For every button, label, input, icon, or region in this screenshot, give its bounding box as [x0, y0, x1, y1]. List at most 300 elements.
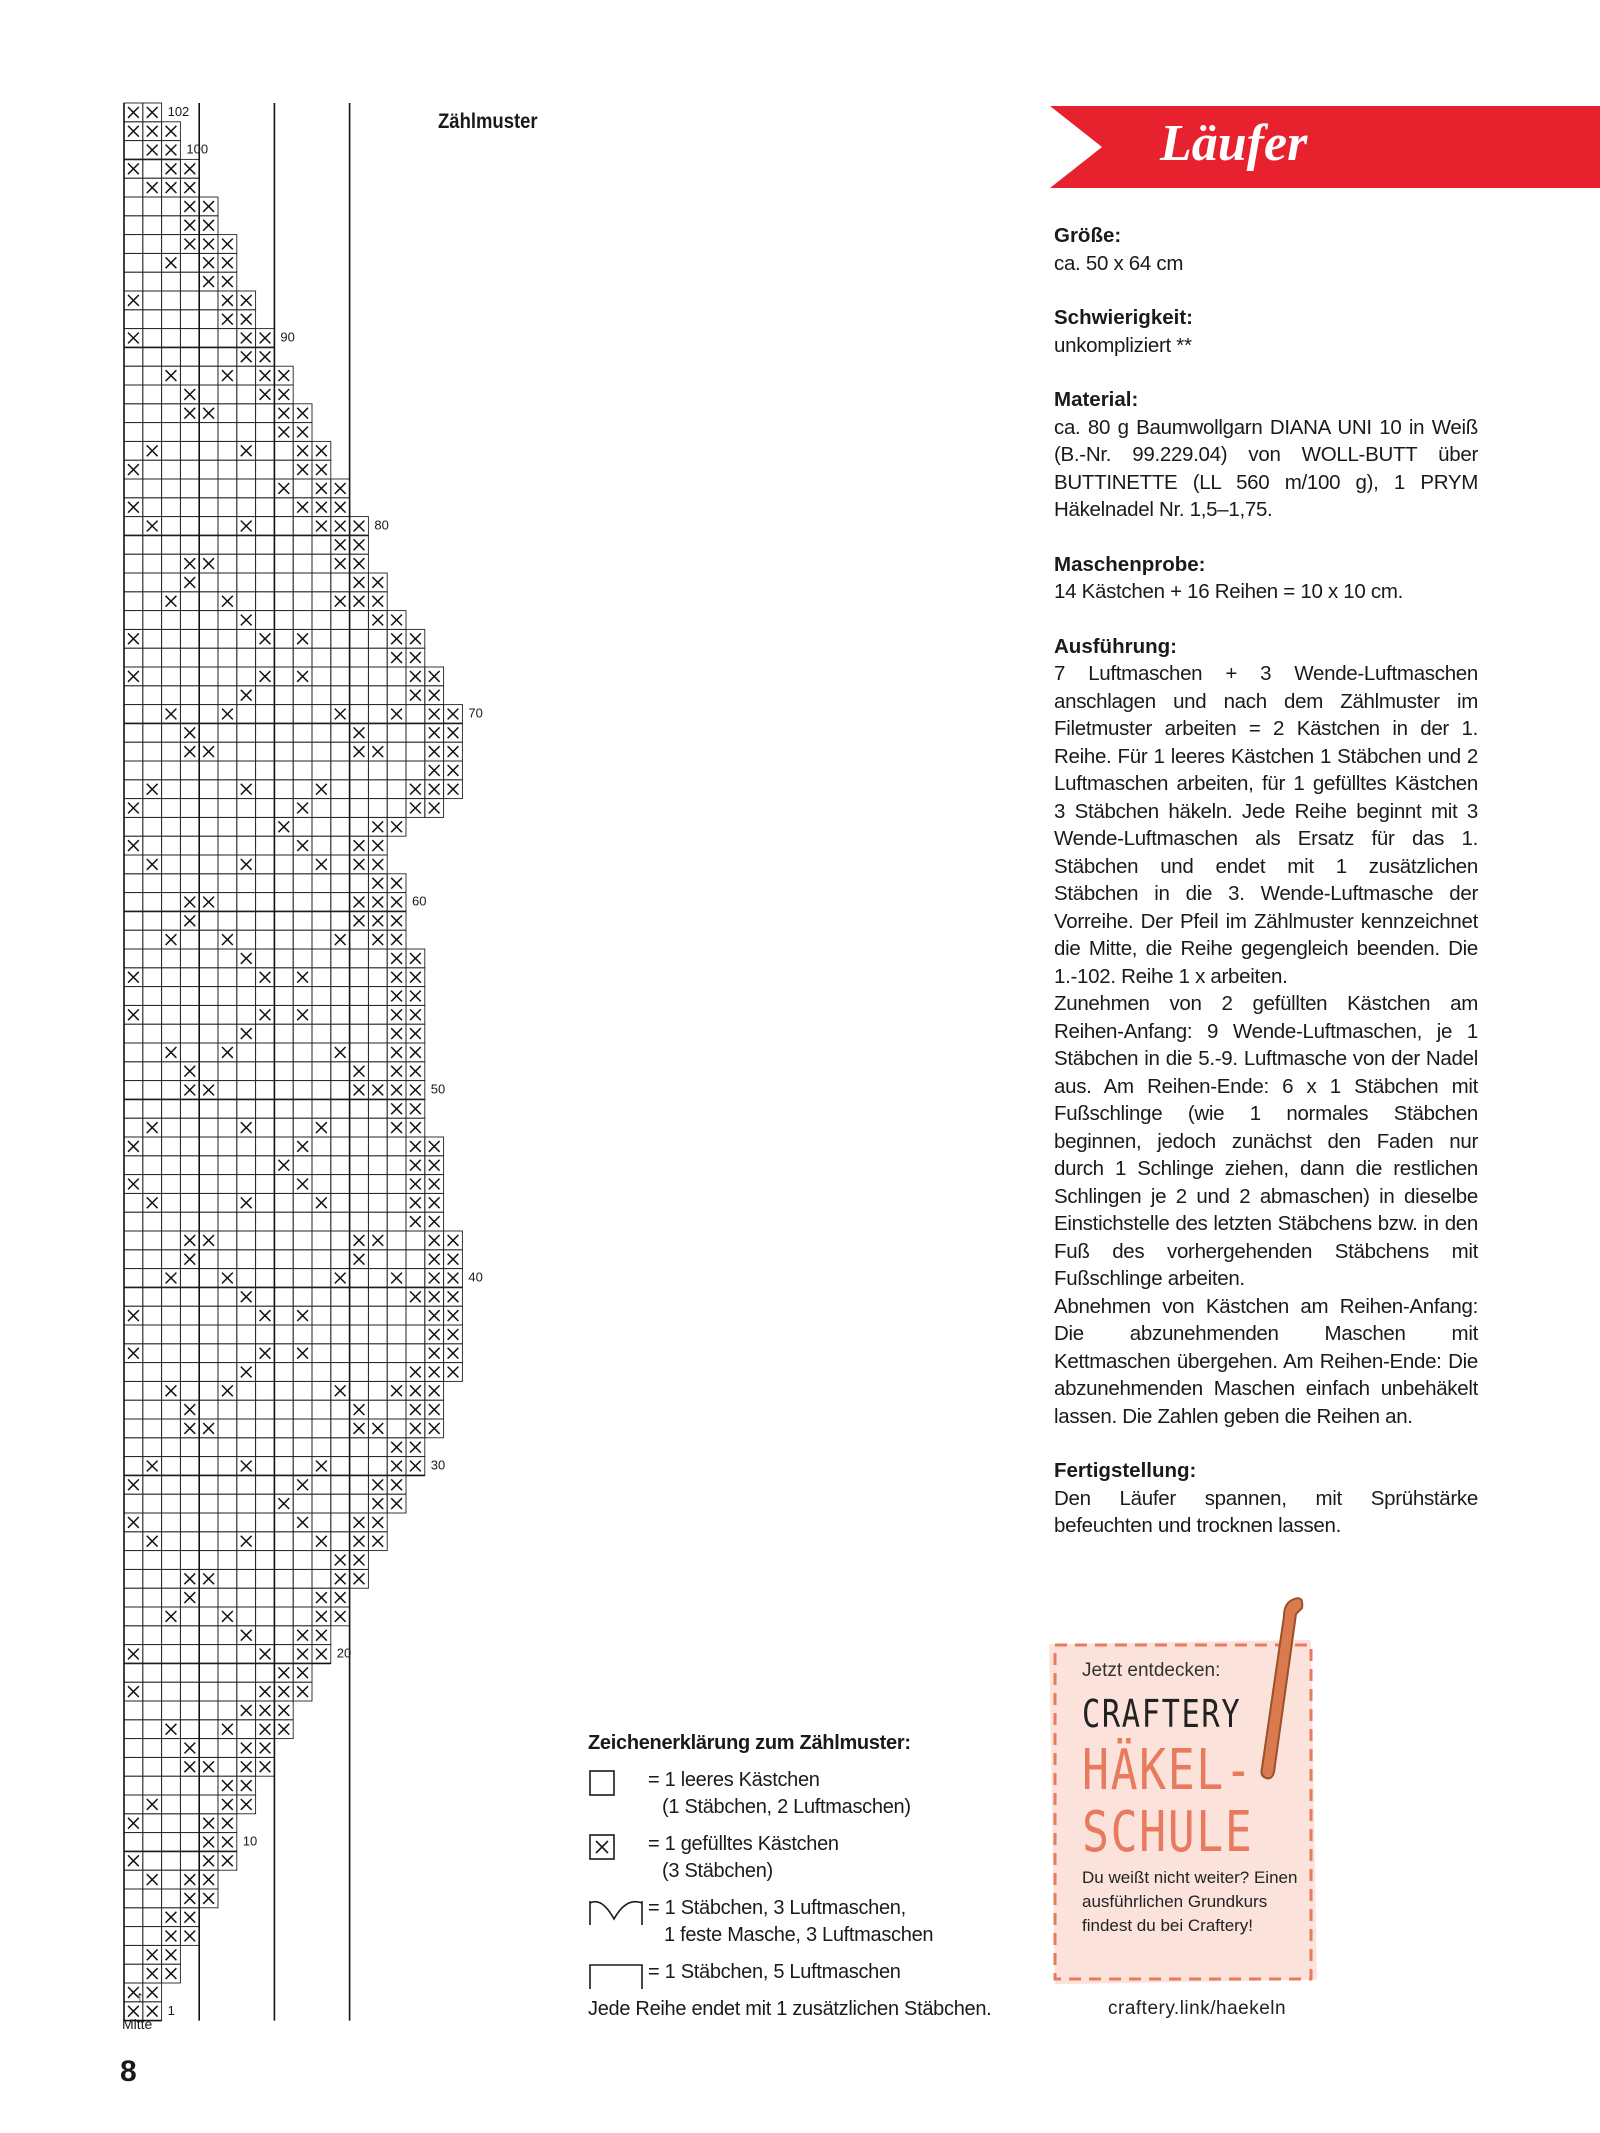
filled-cell-mark: [128, 1649, 139, 1660]
chart-cell: [312, 1569, 331, 1588]
chart-cell: [331, 799, 350, 818]
chart-cell: [180, 1344, 199, 1363]
chart-cell: [331, 667, 350, 686]
chart-cell: [274, 1551, 293, 1570]
chart-cell: [406, 1250, 425, 1269]
chart-cell: [143, 1776, 162, 1795]
promo-headline: [1082, 1740, 1253, 1864]
chart-cell: [124, 1212, 143, 1231]
chart-cell: [312, 1381, 331, 1400]
chart-cell: [124, 1325, 143, 1344]
chart-cell: [237, 705, 256, 724]
section-4: [1054, 633, 1478, 1431]
chart-cell: [143, 347, 162, 366]
promo-box[interactable]: [1052, 1592, 1322, 2019]
chart-cell: [350, 1287, 369, 1306]
chart-cell: [124, 1607, 143, 1626]
filled-cell-mark: [260, 351, 271, 362]
chart-cell: [180, 423, 199, 442]
filled-cell-mark: [241, 1461, 252, 1472]
chart-cell: [180, 1137, 199, 1156]
chart-cell: [180, 1212, 199, 1231]
chart-cell: [331, 968, 350, 987]
chart-cell: [162, 554, 181, 573]
chart-cell: [256, 686, 275, 705]
filled-cell-mark: [260, 972, 271, 983]
chart-cell: [143, 1851, 162, 1870]
chart-cell: [143, 1287, 162, 1306]
chart-cell: [124, 1551, 143, 1570]
chart-cell: [350, 686, 369, 705]
chart-cell: [237, 1569, 256, 1588]
chart-cell: [199, 1682, 218, 1701]
chart-cell: [293, 1231, 312, 1250]
filled-cell-mark: [372, 746, 383, 757]
chart-cell: [218, 1645, 237, 1664]
chart-cell: [218, 987, 237, 1006]
chart-cell: [143, 1701, 162, 1720]
filled-cell-mark: [429, 1235, 440, 1246]
chart-cell: [312, 1363, 331, 1382]
chart-cell: [199, 310, 218, 329]
chart-cell: [237, 1663, 256, 1682]
chart-cell: [293, 1062, 312, 1081]
chart-cell: [331, 1287, 350, 1306]
filled-cell-mark: [410, 972, 421, 983]
chart-cell: [312, 1325, 331, 1344]
row-label: 1: [167, 2002, 175, 2018]
chart-cell: [331, 1062, 350, 1081]
filled-cell-mark: [354, 539, 365, 550]
chart-cell: [368, 1062, 387, 1081]
filled-cell-mark: [391, 897, 402, 908]
chart-cell: [274, 1513, 293, 1532]
filled-cell-mark: [128, 1310, 139, 1321]
chart-cell: [180, 648, 199, 667]
chart-cell: [218, 799, 237, 818]
chart-cell: [124, 1908, 143, 1927]
chart-cell: [256, 911, 275, 930]
filled-cell-mark: [410, 1085, 421, 1096]
filled-cell-mark: [184, 201, 195, 212]
chart-cell: [180, 968, 199, 987]
filled-cell-mark: [184, 1235, 195, 1246]
filled-cell-mark: [391, 1385, 402, 1396]
filled-cell-mark: [222, 370, 233, 381]
chart-cell: [350, 1363, 369, 1382]
filled-cell-mark: [372, 897, 383, 908]
chart-cell: [124, 949, 143, 968]
chart-cell: [256, 404, 275, 423]
filled-cell-mark: [260, 671, 271, 682]
chart-cell: [368, 968, 387, 987]
chart-cell: [143, 1739, 162, 1758]
filled-cell-mark: [203, 1818, 214, 1829]
filled-cell-mark: [260, 633, 271, 644]
chart-cell: [368, 1269, 387, 1288]
chart-cell: [199, 291, 218, 310]
chart-cell: [199, 1325, 218, 1344]
chart-cell: [162, 1156, 181, 1175]
chart-cell: [162, 1175, 181, 1194]
row-label: 80: [374, 517, 389, 533]
filled-cell-mark: [448, 1273, 459, 1284]
filled-cell-mark: [391, 972, 402, 983]
chart-cell: [350, 1269, 369, 1288]
chart-cell: [180, 272, 199, 291]
section-heading: Schwierigkeit:: [1054, 306, 1193, 329]
chart-cell: [162, 1626, 181, 1645]
chart-cell: [143, 1212, 162, 1231]
chart-cell: [180, 1287, 199, 1306]
chart-cell: [293, 1081, 312, 1100]
promo-headline-line1: HÄKEL-: [1082, 1738, 1254, 1803]
chart-cell: [199, 780, 218, 799]
chart-cell: [218, 874, 237, 893]
filled-cell-mark: [203, 220, 214, 231]
chart-cell: [124, 1419, 143, 1438]
filled-cell-mark: [184, 182, 195, 193]
chart-cell: [237, 987, 256, 1006]
chart-cell: [274, 911, 293, 930]
chart-cell: [124, 1400, 143, 1419]
chart-cell: [256, 535, 275, 554]
chart-cell: [256, 1118, 275, 1137]
chart-cell: [180, 535, 199, 554]
chart-cell: [143, 629, 162, 648]
filled-cell-mark: [184, 1573, 195, 1584]
section-body: [1054, 578, 1478, 606]
chart-cell: [293, 1269, 312, 1288]
chart-cell: [218, 404, 237, 423]
filled-cell-mark: [410, 652, 421, 663]
chart-cell: [199, 667, 218, 686]
chart-cell: [312, 1062, 331, 1081]
legend-title: Zeichenerklärung zum Zählmuster:: [588, 1732, 911, 1754]
chart-cell: [256, 1062, 275, 1081]
promo-link[interactable]: craftery.link/haekeln: [1108, 1998, 1287, 2019]
chart-cell: [162, 648, 181, 667]
filled-cell-mark: [391, 1047, 402, 1058]
chart-cell: [218, 911, 237, 930]
chart-cell: [143, 535, 162, 554]
chart-cell: [350, 930, 369, 949]
chart-cell: [256, 1156, 275, 1175]
filled-cell-mark: [278, 483, 289, 494]
chart-cell: [293, 1551, 312, 1570]
chart-cell: [199, 573, 218, 592]
chart-cell: [199, 1551, 218, 1570]
chart-cell: [331, 874, 350, 893]
chart-cell: [143, 1889, 162, 1908]
filled-cell-mark: [297, 464, 308, 475]
chart-cell: [331, 1099, 350, 1118]
chart-cell: [162, 1099, 181, 1118]
chart-cell: [124, 1889, 143, 1908]
chart-cell: [124, 347, 143, 366]
chart-cell: [237, 911, 256, 930]
chart-cell: [293, 1457, 312, 1476]
chart-cell: [237, 874, 256, 893]
filled-cell-mark: [260, 1743, 271, 1754]
chart-cell: [162, 1513, 181, 1532]
chart-cell: [218, 1024, 237, 1043]
filled-cell-mark: [278, 1667, 289, 1678]
chart-cell: [124, 911, 143, 930]
filled-cell-mark: [335, 539, 346, 550]
chart-cell: [199, 930, 218, 949]
chart-cell: [218, 1475, 237, 1494]
filled-cell-mark: [410, 690, 421, 701]
chart-cell: [237, 930, 256, 949]
filled-cell-mark: [241, 295, 252, 306]
filled-cell-mark: [335, 934, 346, 945]
chart-cell: [237, 535, 256, 554]
chart-cell: [143, 968, 162, 987]
chart-cell: [199, 629, 218, 648]
chart-cell: [162, 968, 181, 987]
chart-cell: [180, 366, 199, 385]
chart-cell: [199, 441, 218, 460]
filled-cell-mark: [316, 1197, 327, 1208]
legend-item-line: = 1 Stäbchen, 5 Luftmaschen: [648, 1961, 901, 1983]
chart-cell: [218, 1193, 237, 1212]
chart-cell: [218, 1400, 237, 1419]
chart-cell: [162, 855, 181, 874]
chart-cell: [143, 1043, 162, 1062]
filled-cell-mark: [297, 427, 308, 438]
chart-cell: [143, 253, 162, 272]
chart-cell: [256, 742, 275, 761]
filled-cell-mark: [222, 239, 233, 250]
chart-cell: [331, 1231, 350, 1250]
chart-cell: [143, 1588, 162, 1607]
filled-cell-mark: [241, 333, 252, 344]
filled-cell-mark: [184, 1931, 195, 1942]
chart-cell: [274, 1569, 293, 1588]
chart-cell: [237, 817, 256, 836]
chart-cell: [237, 404, 256, 423]
chart-cell: [387, 1137, 406, 1156]
chart-cell: [312, 836, 331, 855]
chart-cell: [143, 1024, 162, 1043]
filled-cell-mark: [297, 1686, 308, 1697]
chart-cell: [162, 686, 181, 705]
chart-cell: [274, 987, 293, 1006]
legend-item-line: (3 Stäbchen): [662, 1860, 773, 1882]
filled-cell-mark: [297, 840, 308, 851]
legend-items: [588, 1767, 1058, 1986]
chart-cell: [199, 1795, 218, 1814]
filled-cell-mark: [448, 1367, 459, 1378]
chart-cell: [237, 742, 256, 761]
chart-cell: [368, 1381, 387, 1400]
chart-cell: [256, 1419, 275, 1438]
filled-cell-mark: [128, 1855, 139, 1866]
filled-cell-mark: [429, 1179, 440, 1190]
filled-cell-mark: [448, 765, 459, 776]
chart-cell: [143, 1081, 162, 1100]
chart-cell: [256, 1137, 275, 1156]
filled-cell-mark: [410, 1141, 421, 1152]
chart-cell: [387, 723, 406, 742]
chart-cell: [368, 705, 387, 724]
chart-cell: [293, 1363, 312, 1382]
filled-cell-mark: [410, 1404, 421, 1415]
filled-cell-mark: [354, 1555, 365, 1566]
chart-cell: [368, 987, 387, 1006]
chart-cell: [180, 1175, 199, 1194]
chart-cell: [143, 1626, 162, 1645]
chart-cell: [218, 573, 237, 592]
chart-cell: [368, 1156, 387, 1175]
chart-cell: [162, 310, 181, 329]
filled-cell-mark: [260, 1310, 271, 1321]
chart-cell: [293, 911, 312, 930]
legend-item: [588, 1895, 1058, 1949]
chart-cell: [350, 817, 369, 836]
filled-cell-mark: [354, 577, 365, 588]
chart-cell: [274, 723, 293, 742]
filled-cell-mark: [297, 502, 308, 513]
chart-cell: [124, 1193, 143, 1212]
chart-cell: [124, 517, 143, 536]
filled-cell-mark: [354, 1254, 365, 1265]
filled-cell-mark: [147, 1461, 158, 1472]
chart-cell: [162, 1400, 181, 1419]
chart-cell: [124, 366, 143, 385]
filled-cell-mark: [372, 1085, 383, 1096]
filled-cell-mark: [147, 1799, 158, 1810]
chart-cell: [143, 1419, 162, 1438]
filled-cell-mark: [278, 1498, 289, 1509]
chart-cell: [180, 1701, 199, 1720]
chart-cell: [237, 1099, 256, 1118]
chart-cell: [218, 1626, 237, 1645]
filled-cell-mark: [372, 596, 383, 607]
chart-cell: [143, 1175, 162, 1194]
section-0: [1054, 222, 1478, 277]
filled-cell-mark: [278, 1160, 289, 1171]
chart-cell: [143, 1005, 162, 1024]
chart-cell: [312, 667, 331, 686]
filled-cell-mark: [166, 182, 177, 193]
chart-cell: [237, 1344, 256, 1363]
chart-cell: [293, 705, 312, 724]
chart-cell: [274, 535, 293, 554]
chart-cell: [218, 686, 237, 705]
chart-cell: [162, 216, 181, 235]
chart-cell: [274, 1099, 293, 1118]
chart-cell: [237, 1175, 256, 1194]
chart-cell: [331, 1438, 350, 1457]
chart-cell: [274, 1005, 293, 1024]
chart-cell: [312, 1475, 331, 1494]
filled-cell-mark: [391, 953, 402, 964]
chart-cell: [124, 1250, 143, 1269]
filled-cell-mark: [128, 502, 139, 513]
legend-item: [588, 1767, 1058, 1821]
chart-cell: [256, 1099, 275, 1118]
chart-cell: [124, 855, 143, 874]
filled-cell-mark: [429, 1216, 440, 1227]
filled-cell-mark: [278, 1705, 289, 1716]
chart-cell: [331, 1325, 350, 1344]
chart-cell: [180, 1363, 199, 1382]
chart-cell: [237, 573, 256, 592]
chart-cell: [406, 1344, 425, 1363]
chart-cell: [199, 817, 218, 836]
chart-cell: [143, 799, 162, 818]
filled-cell-mark: [354, 840, 365, 851]
chart-cell: [218, 1739, 237, 1758]
chart-cell: [406, 1325, 425, 1344]
chart-cell: [124, 1663, 143, 1682]
chart-cell: [124, 1438, 143, 1457]
chart-cell: [143, 817, 162, 836]
filled-cell-mark: [260, 389, 271, 400]
filled-cell-mark: [222, 1855, 233, 1866]
chart-cell: [293, 1118, 312, 1137]
chart-cell: [274, 1306, 293, 1325]
chart-cell: [143, 1682, 162, 1701]
chart-cell: [199, 1363, 218, 1382]
chart-cell: [218, 1494, 237, 1513]
filled-cell-mark: [147, 859, 158, 870]
instructions: [1054, 222, 1478, 1567]
filled-cell-mark: [166, 709, 177, 720]
chart-cell: [124, 1757, 143, 1776]
chart-cell: [256, 1325, 275, 1344]
section-1: [1054, 304, 1478, 359]
filled-cell-mark: [316, 502, 327, 513]
filled-cell-mark: [354, 1404, 365, 1415]
chart-cell: [256, 780, 275, 799]
chart-cell: [218, 836, 237, 855]
chart-cell: [274, 1419, 293, 1438]
chart-cell: [162, 742, 181, 761]
chart-cell: [256, 930, 275, 949]
chart-cell: [143, 686, 162, 705]
filled-cell-mark: [184, 1912, 195, 1923]
chart-cell: [368, 1043, 387, 1062]
chart-cell: [256, 987, 275, 1006]
chart-cell: [143, 1551, 162, 1570]
filled-cell-mark: [448, 1235, 459, 1246]
chart-cell: [162, 667, 181, 686]
filled-cell-mark: [260, 1724, 271, 1735]
filled-cell-mark: [278, 370, 289, 381]
chart-cell: [368, 1193, 387, 1212]
chart-cell: [143, 723, 162, 742]
chart-cell: [293, 780, 312, 799]
chart-cell: [162, 1118, 181, 1137]
filled-cell-mark: [222, 1385, 233, 1396]
chart-cell: [256, 761, 275, 780]
filled-cell-mark: [184, 746, 195, 757]
chart-cell: [237, 479, 256, 498]
chart-cell: [274, 441, 293, 460]
chart-cell: [256, 423, 275, 442]
filled-cell-mark: [410, 1122, 421, 1133]
chart-cell: [368, 780, 387, 799]
chart-cell: [274, 1381, 293, 1400]
filled-cell-mark: [297, 633, 308, 644]
chart-cell: [312, 1494, 331, 1513]
chart-cell: [162, 911, 181, 930]
filled-cell-mark: [128, 1818, 139, 1829]
chart-cell: [331, 1363, 350, 1382]
